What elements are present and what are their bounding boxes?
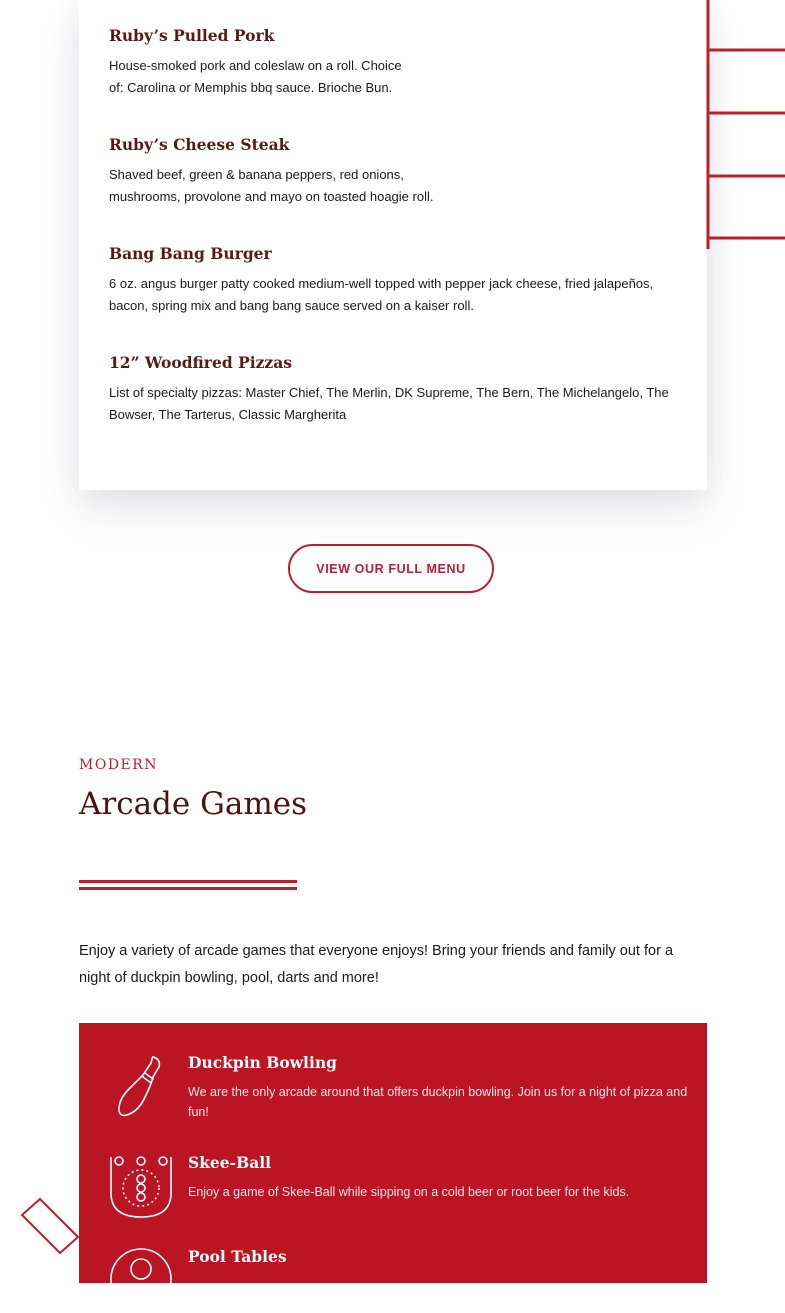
feature-title: Duckpin Bowling — [188, 1053, 337, 1072]
menu-item-description: List of specialty pizzas: Master Chief, The Merlin, DK Supreme, The Bern, The Michelangelo, The Bowser, The Tarterus, Classic Margherita — [109, 385, 669, 422]
bowling-pin-icon — [109, 1053, 175, 1119]
menu-item-description: 6 oz. angus burger patty cooked medium-well topped with pepper jack cheese, fried jalapeños, bacon, spring mix and bang bang sauce served on a kaiser roll. — [109, 276, 654, 313]
chevron-decoration-icon — [18, 1195, 108, 1267]
feature-title: Pool Tables — [188, 1247, 287, 1266]
menu-item — [109, 135, 684, 208]
section-title: Arcade Games — [79, 786, 307, 822]
feature-title: Skee-Ball — [188, 1153, 272, 1172]
menu-item-name: Ruby’s Pulled Pork — [109, 26, 275, 45]
menu-item-name: Bang Bang Burger — [109, 244, 272, 263]
menu-item — [109, 244, 684, 317]
title-divider — [79, 880, 297, 890]
decorative-lines — [700, 0, 785, 260]
menu-item-name: Ruby’s Cheese Steak — [109, 135, 290, 154]
arcade-features-panel — [79, 1023, 707, 1283]
menu-item-description: Shaved beef, green & banana peppers, red onions, mushrooms, provolone and mayo on toasted hoagie roll. — [109, 167, 434, 204]
pool-ball-icon — [109, 1247, 175, 1313]
menu-item-name: 12” Woodfired Pizzas — [109, 353, 292, 372]
menu-item-description: House-smoked pork and coleslaw on a roll. Choice of: Carolina or Memphis bbq sauce. Brioche Bun. — [109, 58, 402, 95]
menu-card — [79, 0, 707, 490]
section-eyebrow: MODERN — [79, 757, 159, 773]
skee-ball-icon — [109, 1153, 175, 1219]
menu-item — [109, 353, 684, 426]
menu-item — [109, 26, 684, 99]
section-intro: Enjoy a variety of arcade games that everyone enjoys! Bring your friends and family out for a night of duckpin bowling, pool, darts and more! — [79, 943, 674, 986]
feature-description: Enjoy a game of Skee-Ball while sipping on a cold beer or root beer for the kids. — [188, 1185, 630, 1199]
view-full-menu-button[interactable]: VIEW OUR FULL MENU — [288, 544, 494, 593]
feature-description: We are the only arcade around that offers duckpin bowling. Join us for a night of pizza and fun! — [188, 1085, 688, 1119]
